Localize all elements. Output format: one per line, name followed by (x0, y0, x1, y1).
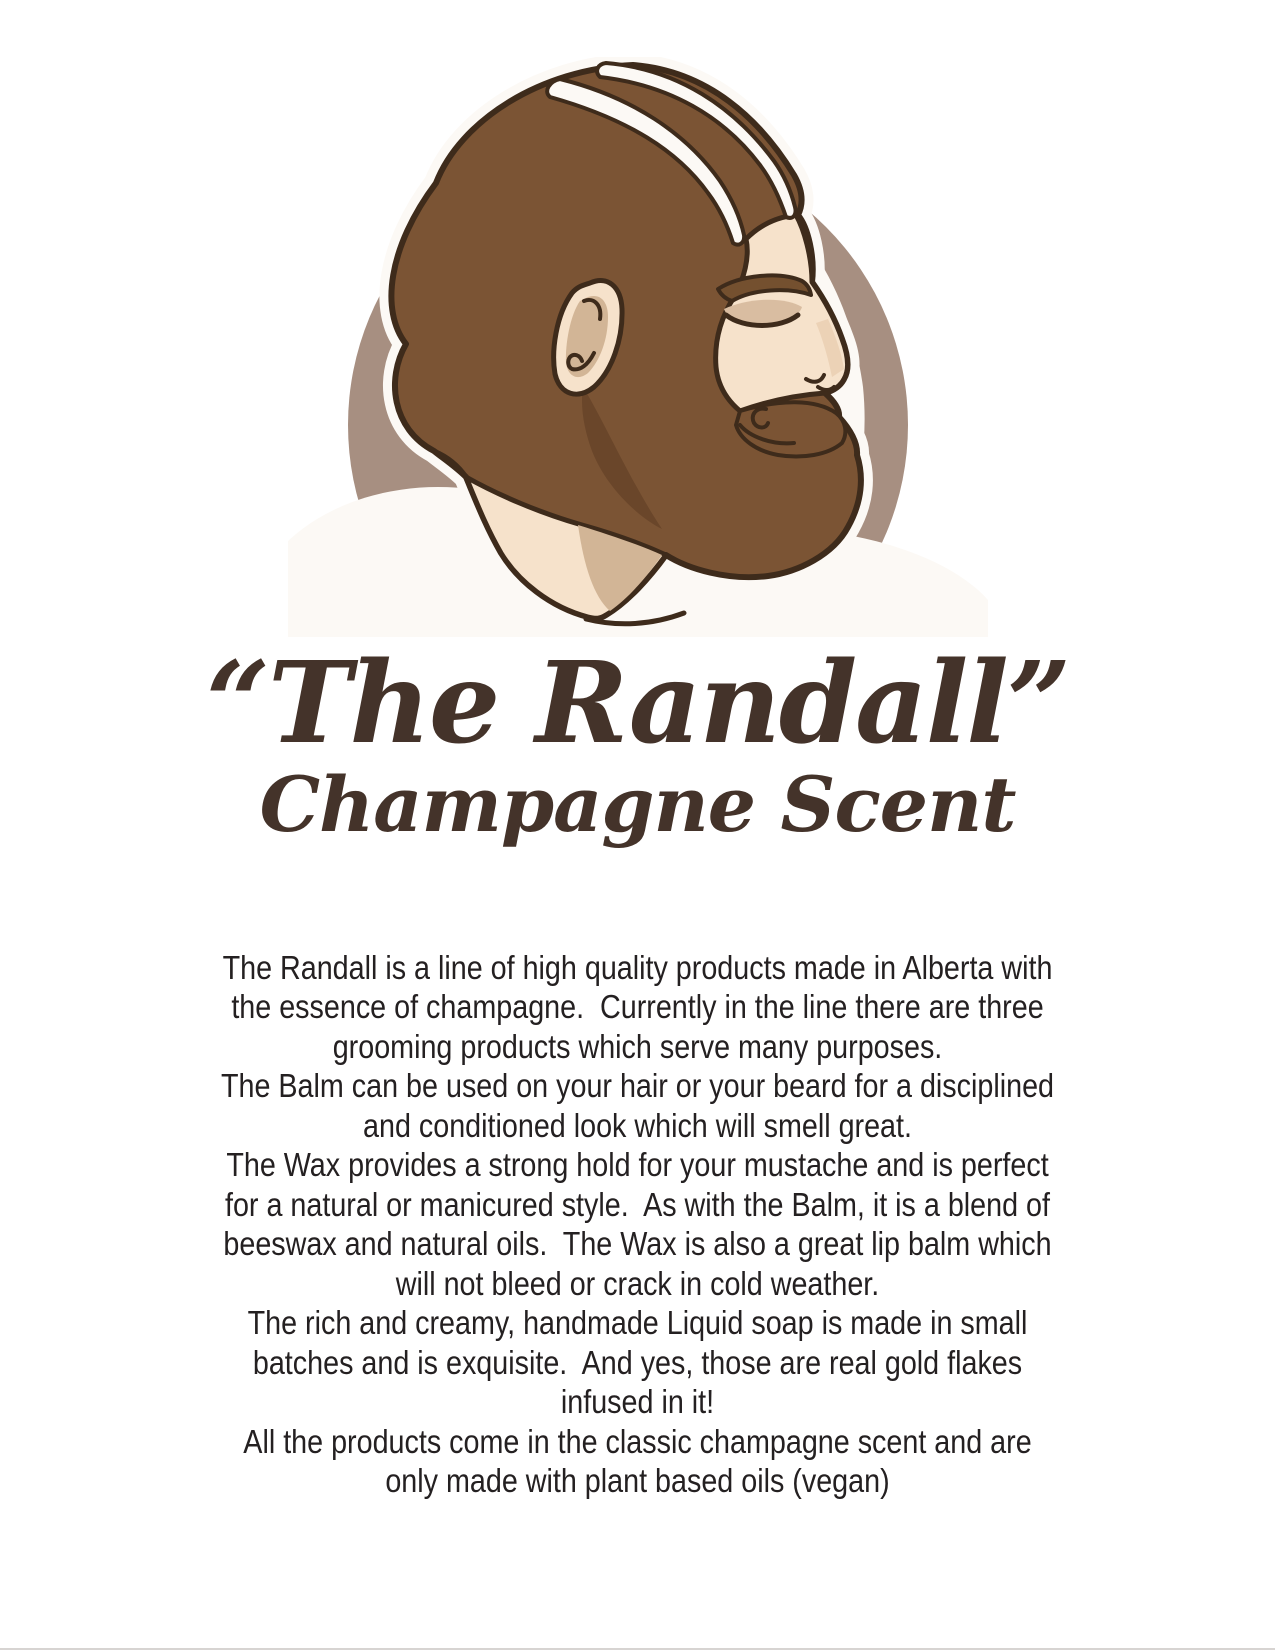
body-text-line: The rich and creamy, handmade Liquid soap is made in small (247, 1304, 1028, 1342)
product-scent-subtitle: Champagne Scent (259, 759, 1016, 849)
body-text-line: All the products come in the classic champagne scent and are (243, 1422, 1032, 1460)
body-text-line: for a natural or manicured style. As with the Balm, it is a blend of (224, 1185, 1051, 1223)
body-text-line: The Wax provides a strong hold for your mustache and is perfect (226, 1146, 1049, 1184)
body-text-line: The Randall is a line of high quality products made in Alberta with (222, 948, 1053, 986)
body-text-line: beeswax and natural oils. The Wax is also a great lip balm which (223, 1225, 1052, 1263)
body-text-line: and conditioned look which will smell great. (363, 1106, 912, 1144)
product-title: “The Randall” (205, 638, 1070, 769)
body-text-line: batches and is exquisite. And yes, those are real gold flakes (252, 1343, 1023, 1381)
body-text-line: will not bleed or crack in cold weather. (395, 1264, 880, 1302)
bearded-man-logo (288, 57, 988, 637)
product-description (83, 948, 1192, 1501)
body-text-line: the essence of champagne. Currently in the line there are three (231, 988, 1044, 1026)
body-text-line: only made with plant based oils (vegan) (385, 1462, 890, 1500)
body-text-line: grooming products which serve many purposes. (332, 1027, 943, 1065)
brand-logo (288, 57, 988, 637)
body-text-line: infused in it! (560, 1383, 715, 1421)
body-text-line: The Balm can be used on your hair or your beard for a disciplined (220, 1067, 1055, 1105)
